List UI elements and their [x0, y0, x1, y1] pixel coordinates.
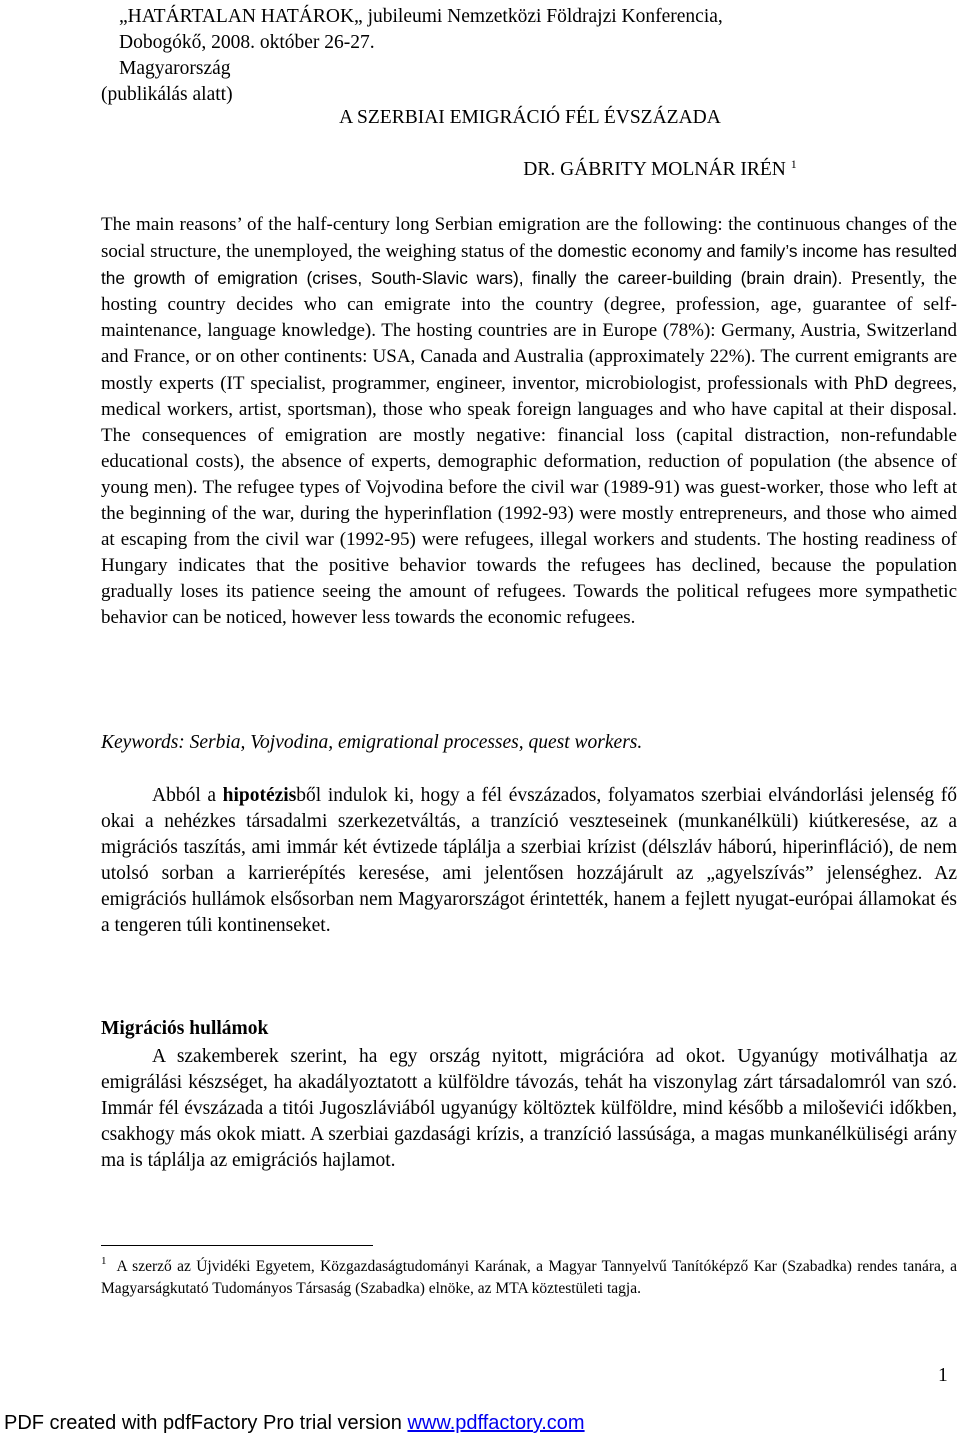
conference-header — [101, 4, 941, 108]
footnote-divider — [101, 1245, 373, 1246]
section-paragraph: A szakemberek szerint, ha egy ország nyitott, migrációra ad okot. Ugyanúgy motiválhatja az emigrálási készséget, ha akadályoztatott a külföldre távozás, tehát ha viszonylag zárt társadalomról van szó. Immár fél évszázada a titói Jugoszláviából ugyanúgy költöztek külföldre, mind később a miloševići időkben, csakhogy más okok miatt. A szerbiai gazdasági krízis, a tranzíció lassúsága, a magas munkanélküliségi arány ma is táplálja az emigrációs hajlamot. — [101, 1046, 957, 1172]
intro-paragraph — [101, 783, 957, 940]
publication-status: (publikálás alatt) — [101, 84, 233, 105]
paper-title: A SZERBIAI EMIGRÁCIÓ FÉL ÉVSZÁZADA — [339, 107, 721, 128]
banner-text: PDF created with pdfFactory Pro trial version — [4, 1412, 408, 1434]
footnote-number: 1 — [101, 1255, 107, 1267]
pdf-trial-banner — [4, 1412, 585, 1435]
conference-country: Magyarország — [119, 58, 231, 79]
footnote-text: A szerző az Újvidéki Egyetem, Közgazdaságtudományi Karának, a Magyar Tannyelvű Tanítóképző Kar (Szabadka) rendes tanára, a Magyarságkutató Tudományos Társaság (Szabadka) elnöke, az MTA köztestületi tagja. — [101, 1258, 957, 1297]
intro-text-after: ből indulok ki, hogy a fél évszázados, folyamatos szerbiai elvándorlási jelenség fő okai a nehézkes társadalmi szerkezetváltás, a tranzíció veszteseinek (munkanélküli) kiútkeresése, az a migrációs taszítás, ami immár két évtizede táplálja a szerbiai krízist (délszláv háború, hiperinfláció), de nem utolsó sorban a karrierépítés keresése, ami jelentősen hozzájárult az „agyelszívás” jelenséghez. Az emigrációs hullámok elsősorban nem Magyarországot érintették, hanem a fejlett nyugat-európai államokat és a tengeren túli kontinenseket. — [101, 785, 958, 937]
pdffactory-link[interactable]: www.pdffactory.com — [407, 1412, 585, 1434]
keywords: Keywords: Serbia, Vojvodina, emigrational processes, quest workers. — [101, 732, 643, 753]
page-number: 1 — [938, 1365, 948, 1386]
author-footnote-mark: 1 — [790, 157, 797, 171]
conference-place-date: Dobogókő, 2008. október 26-27. — [119, 32, 375, 53]
section-heading: Migrációs hullámok — [101, 1018, 269, 1039]
conference-name: „HATÁRTALAN HATÁROK„ jubileumi Nemzetközi Földrajzi Konferencia, — [119, 6, 723, 27]
abstract-part-2: domestic economy and family’s income has resulted the growth of emigration (crises, South-Slavic wars), finally the career-building (brain drain). — [101, 241, 958, 289]
abstract — [101, 212, 957, 632]
footnote — [101, 1256, 957, 1300]
author-line — [0, 159, 960, 181]
author-name: DR. GÁBRITY MOLNÁR IRÉN — [523, 159, 786, 180]
intro-text-before: Abból a — [152, 785, 223, 806]
abstract-part-1: The main reasons’ of the half-century long Serbian emigration are the following: the continuous changes of the social structure, the unemployed, the weighing status of the — [101, 214, 957, 263]
abstract-part-3: Presently, the hosting country decides who can emigrate into the country (degree, profession, age, guarantee of self-maintenance, language knowledge). The hosting countries are in Europe (78%): Germany, Austria, Switzerland and France, or on other continents: USA, Canada and Australia (approximately 22%). The current emigrants are mostly experts (IT specialist, programmer, engineer, inventor, microbiologist, professionals with PhD degrees, medical workers, artist, sportsman), those who speak foreign languages and who have capital at their disposal. The consequences of emigration are mostly negative: financial loss (capital distraction, non-refundable educational costs), the absence of experts, demographic deformation, reduction of population (the absence of young men). The refugee types of Vojvodina before the civil war (1989-91) was guest-worker, those who left at the beginning of the war, during the hyperinflation (1992-93) were mostly entrepreneurs, and those who aimed at escaping from the civil war (1992-95) were refugees, illegal workers and students. The hosting readiness of Hungary indicates that the positive behavior towards the refugees has declined, because the population gradually loses its patience seeing the amount of refugees. Towards the political refugees more sympathetic behavior can be noticed, however less towards the economic refugees. — [101, 268, 957, 629]
intro-bold-term: hipotézis — [222, 785, 297, 806]
